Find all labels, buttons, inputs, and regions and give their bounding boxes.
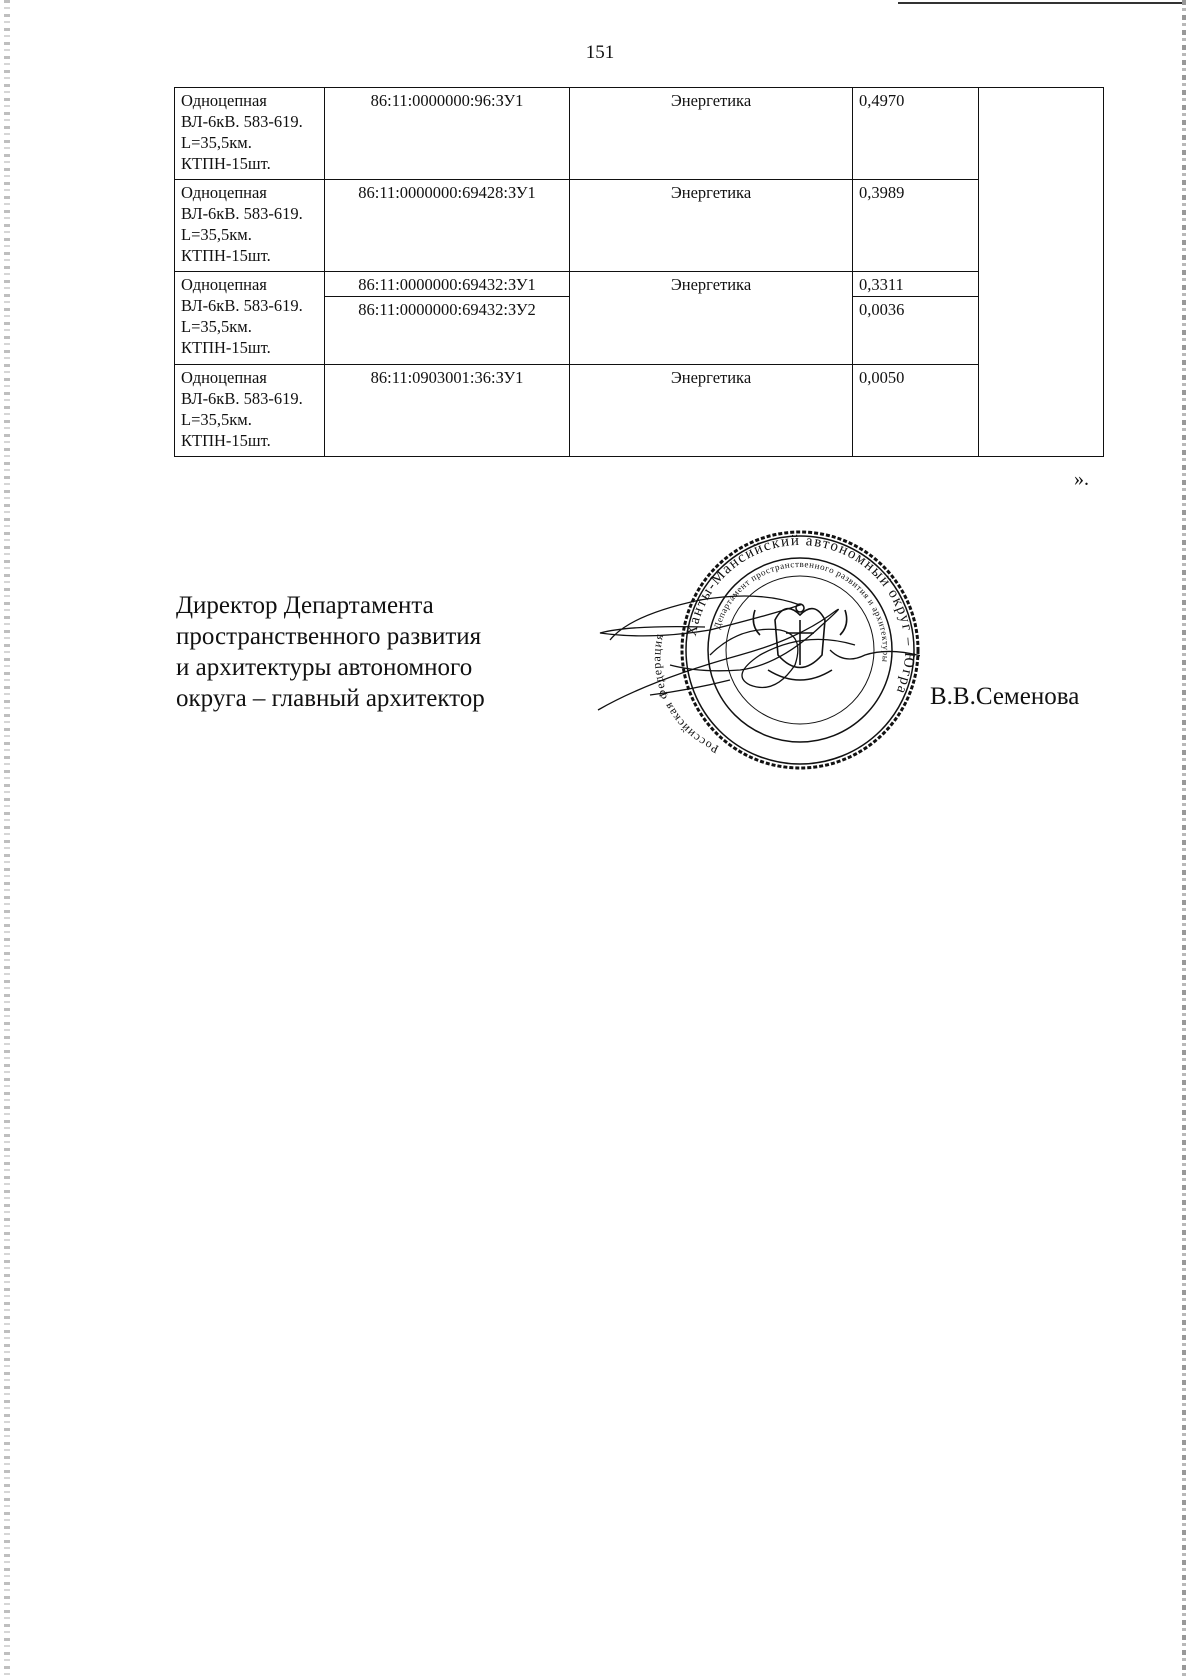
official-stamp-with-signature (590, 505, 920, 795)
table-row (175, 365, 1104, 457)
area-cell: 0,3311 (853, 272, 979, 297)
empty-last-column-cell (979, 88, 1104, 457)
handwritten-signature (598, 596, 920, 710)
table-row (175, 88, 1104, 180)
cadastral-number-cell: 86:11:0000000:96:ЗУ1 (325, 88, 570, 180)
object-name-cell: Одноцепная ВЛ-6кВ. 583-619. L=35,5км. КТПН-15шт. (175, 272, 325, 365)
cadastral-number-cell: 86:11:0000000:69432:ЗУ1 (325, 272, 570, 297)
closing-quote: ». (1074, 468, 1089, 490)
land-parcels-table (174, 87, 1104, 457)
object-name-cell: Одноцепная ВЛ-6кВ. 583-619. L=35,5км. КТПН-15шт. (175, 180, 325, 272)
table-row (175, 272, 1104, 297)
scan-edge-right (1182, 0, 1186, 1676)
category-cell: Энергетика (570, 272, 853, 365)
scan-top-line (898, 2, 1182, 4)
signer-title-line: и архитектуры автономного (176, 654, 473, 681)
signer-name: В.В.Семенова (930, 683, 1080, 710)
object-name-cell: Одноцепная ВЛ-6кВ. 583-619. L=35,5км. КТПН-15шт. (175, 365, 325, 457)
area-cell: 0,4970 (853, 88, 979, 180)
scan-edge-left (4, 0, 10, 1676)
cadastral-number-cell: 86:11:0000000:69428:ЗУ1 (325, 180, 570, 272)
signer-title-line: пространственного развития (176, 623, 482, 650)
area-cell: 0,0050 (853, 365, 979, 457)
category-cell: Энергетика (570, 365, 853, 457)
signer-title-line: округа – главный архитектор (176, 685, 485, 712)
signer-title-line: Директор Департамента (176, 592, 434, 619)
category-cell: Энергетика (570, 88, 853, 180)
category-cell: Энергетика (570, 180, 853, 272)
stamp-inner-text: Департамент пространственного развития и архитектуры (711, 558, 892, 664)
page-number: 151 (585, 42, 615, 63)
signer-title (176, 590, 576, 714)
area-cell: 0,3989 (853, 180, 979, 272)
area-cell: 0,0036 (853, 297, 979, 365)
stamp-left-text: Российская Федерация (649, 631, 721, 757)
table-row (175, 180, 1104, 272)
stamp-outer-text: Ханты-Мансийский автономный округ – Югра (683, 532, 918, 698)
cadastral-number-cell: 86:11:0903001:36:ЗУ1 (325, 365, 570, 457)
cadastral-number-cell: 86:11:0000000:69432:ЗУ2 (325, 297, 570, 365)
object-name-cell: Одноцепная ВЛ-6кВ. 583-619. L=35,5км. КТПН-15шт. (175, 88, 325, 180)
